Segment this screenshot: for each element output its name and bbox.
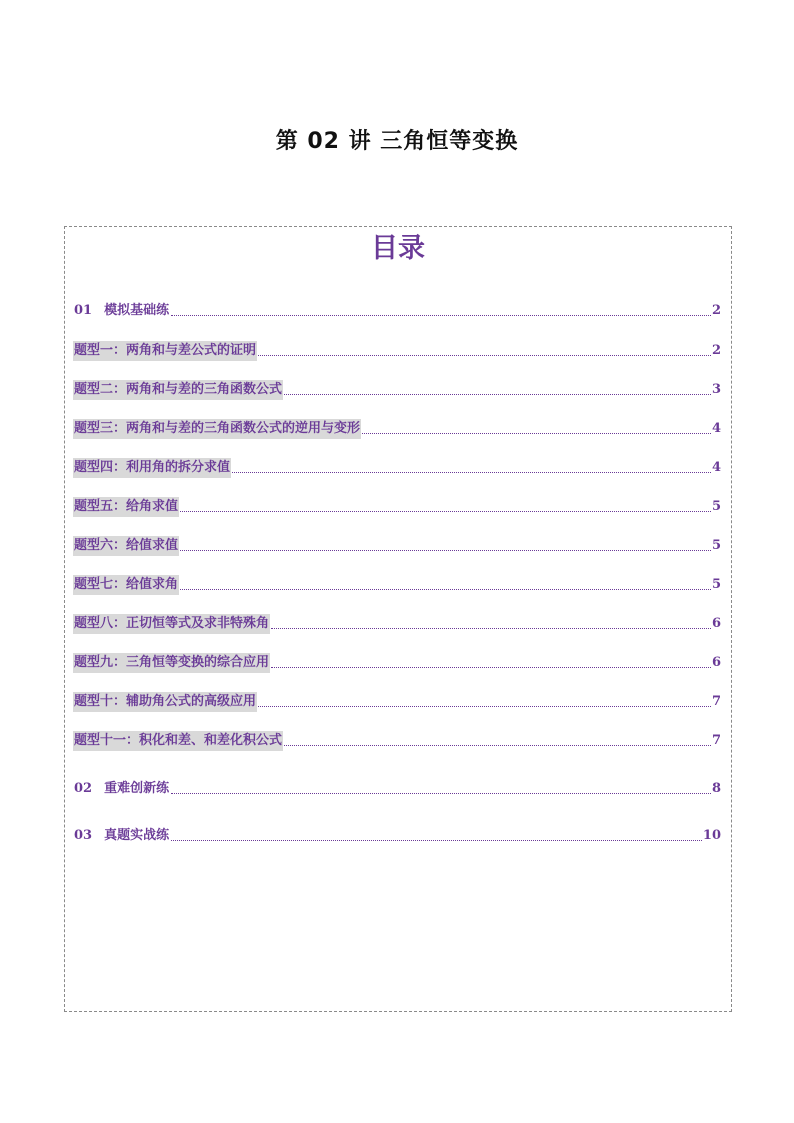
toc-entry-label: 题型八：正切恒等式及求非特殊角 (73, 614, 270, 634)
toc-leader-dots (271, 628, 711, 629)
toc-leader-dots (180, 511, 711, 512)
toc-entry-real-exam-practice[interactable] (73, 824, 721, 846)
toc-entry-page: 10 (702, 828, 721, 843)
toc-heading: 目录 (371, 233, 425, 264)
toc-entry-type-7[interactable] (73, 573, 721, 595)
toc-entry-label: 题型四：利用角的拆分求值 (73, 458, 231, 478)
toc-entry-page: 7 (711, 694, 721, 709)
toc-entry-label: 题型二：两角和与差的三角函数公式 (73, 380, 283, 400)
toc-entry-number: 01 (74, 303, 93, 318)
toc-entry-label: 题型五：给角求值 (73, 497, 179, 517)
toc-entry-type-4[interactable] (73, 456, 721, 478)
table-of-contents (64, 226, 732, 1012)
toc-entry-label: 题型十一：积化和差、和差化积公式 (73, 731, 283, 751)
toc-entry-number: 02 (74, 781, 93, 796)
toc-entry-type-6[interactable] (73, 534, 721, 556)
page-title: 第 02 讲 三角恒等变换 (275, 129, 519, 154)
toc-leader-dots (362, 433, 711, 434)
toc-entry-type-11[interactable] (73, 729, 721, 751)
toc-entry-number: 03 (74, 828, 93, 843)
toc-entry-label: 题型一：两角和与差公式的证明 (73, 341, 257, 361)
toc-leader-dots (284, 394, 711, 395)
toc-leader-dots (180, 589, 711, 590)
toc-entry-page: 7 (711, 733, 721, 748)
toc-entry-page: 4 (711, 421, 721, 436)
toc-entry-page: 2 (711, 343, 721, 358)
toc-leader-dots (171, 315, 711, 316)
toc-entry-type-5[interactable] (73, 495, 721, 517)
toc-entry-page: 5 (711, 577, 721, 592)
toc-leader-dots (232, 472, 711, 473)
toc-leader-dots (171, 840, 702, 841)
toc-entry-advanced-practice[interactable] (73, 777, 721, 799)
toc-leader-dots (258, 706, 711, 707)
toc-entry-label: 题型六：给值求值 (73, 536, 179, 556)
toc-leader-dots (258, 355, 711, 356)
toc-entry-page: 4 (711, 460, 721, 475)
toc-entry-type-2[interactable] (73, 378, 721, 400)
toc-entry-label: 题型九：三角恒等变换的综合应用 (73, 653, 270, 673)
toc-entry-label: 题型七：给值求角 (73, 575, 179, 595)
toc-leader-dots (284, 745, 711, 746)
toc-entry-type-3[interactable] (73, 417, 721, 439)
toc-entry-label: 题型三：两角和与差的三角函数公式的逆用与变形 (73, 419, 361, 439)
toc-entry-page: 5 (711, 499, 721, 514)
toc-entry-page: 2 (711, 303, 721, 318)
toc-leader-dots (180, 550, 711, 551)
toc-entry-type-8[interactable] (73, 612, 721, 634)
toc-entry-page: 6 (711, 655, 721, 670)
toc-entry-page: 5 (711, 538, 721, 553)
toc-leader-dots (271, 667, 711, 668)
toc-entry-label: 重难创新练 (104, 781, 170, 796)
toc-entry-type-1[interactable] (73, 339, 721, 361)
toc-entry-label: 模拟基础练 (104, 303, 170, 318)
toc-entry-label: 真题实战练 (104, 828, 170, 843)
toc-leader-dots (171, 793, 711, 794)
toc-entry-page: 3 (711, 382, 721, 397)
toc-entry-label: 题型十：辅助角公式的高级应用 (73, 692, 257, 712)
toc-entry-basic-practice[interactable] (73, 299, 721, 321)
toc-entry-page: 8 (711, 781, 721, 796)
toc-entry-type-9[interactable] (73, 651, 721, 673)
toc-entry-type-10[interactable] (73, 690, 721, 712)
toc-entry-page: 6 (711, 616, 721, 631)
